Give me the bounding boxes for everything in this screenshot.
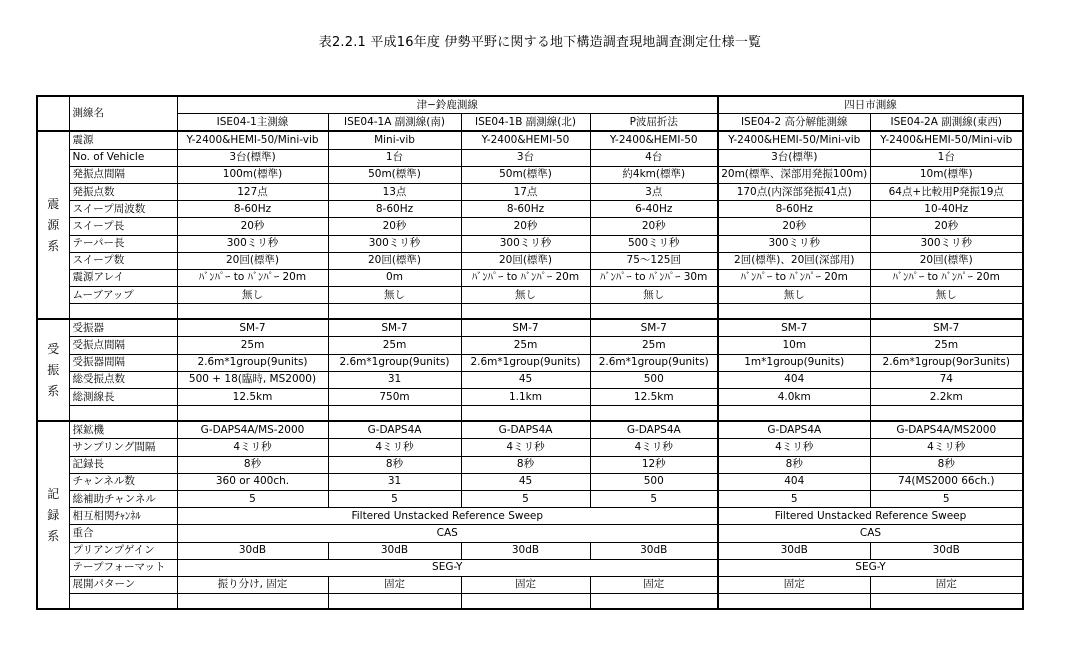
value-cell: 25m [177,337,328,354]
value-cell: 12.5km [177,389,328,406]
value-cell: 20回(標準) [328,252,461,269]
separator-row [37,406,1023,422]
row-label: 震源アレイ [69,269,177,286]
value-cell: SM-7 [718,319,870,337]
table-row [37,473,1023,490]
header-row-groups [37,96,1023,114]
value-cell: 45 [461,473,590,490]
value-cell: 12秒 [590,456,718,473]
row-label: 総受振点数 [69,371,177,388]
value-cell: 8-60Hz [461,201,590,218]
table-row [37,166,1023,183]
line-header: ISE04-1B 副測線(北) [461,114,590,132]
table-row [37,354,1023,371]
table-row [37,542,1023,559]
value-cell: 無し [870,287,1023,304]
value-cell: 500 + 18(臨時, MS2000) [177,371,328,388]
empty-cell [461,304,590,320]
value-cell: 1台 [328,149,461,166]
line-header: P波屈折法 [590,114,718,132]
value-cell: 8-60Hz [328,201,461,218]
row-label: 記録長 [69,456,177,473]
value-cell: 2.2km [870,389,1023,406]
separator-row [37,304,1023,320]
value-cell: 固定 [590,576,718,593]
spec-table [36,95,1024,610]
value-cell: 127点 [177,183,328,200]
value-cell: 45 [461,371,590,388]
value-cell: 25m [590,337,718,354]
table-row [37,525,1023,542]
value-cell: 20秒 [177,218,328,235]
value-cell: 300ミリ秒 [177,235,328,252]
value-cell: 8-60Hz [177,201,328,218]
merged-value-cell: CAS [177,525,718,542]
empty-cell [177,406,328,422]
empty-cell [718,594,870,610]
value-cell: 8秒 [177,456,328,473]
value-cell: 3台(標準) [177,149,328,166]
value-cell: 31 [328,371,461,388]
table-row [37,218,1023,235]
value-cell: 30dB [718,542,870,559]
value-cell: G-DAPS4A [328,421,461,439]
value-cell: 5 [590,490,718,507]
value-cell: 4.0km [718,389,870,406]
row-label: No. of Vehicle [69,149,177,166]
header-row-lines [37,114,1023,132]
merged-value-cell: SEG-Y [177,559,718,576]
value-cell: Y-2400&HEMI-50/Mini-vib [177,131,328,149]
table-row [37,456,1023,473]
value-cell: Mini-vib [328,131,461,149]
value-cell: 2.6m*1group(9units) [328,354,461,371]
value-cell: 500ミリ秒 [590,235,718,252]
value-cell: 4ミリ秒 [177,439,328,456]
value-cell: 4ミリ秒 [870,439,1023,456]
merged-value-cell: SEG-Y [718,559,1023,576]
value-cell: 30dB [461,542,590,559]
empty-cell [461,594,590,610]
value-cell: 4ミリ秒 [328,439,461,456]
value-cell: 1.1km [461,389,590,406]
value-cell: 64点+比較用P発振19点 [870,183,1023,200]
value-cell: 3台(標準) [718,149,870,166]
line-header: ISE04-1主測線 [177,114,328,132]
value-cell: 404 [718,473,870,490]
empty-cell [69,304,177,320]
page-title: 表2.2.1 平成16年度 伊勢平野に関する地下構造調査現地調査測定仕様一覧 [318,35,762,50]
table-row [37,371,1023,388]
value-cell: 20秒 [870,218,1023,235]
value-cell: 8秒 [461,456,590,473]
row-label: ムーブアップ [69,287,177,304]
table-row [37,235,1023,252]
value-cell: 500 [590,473,718,490]
value-cell: Y-2400&HEMI-50/Mini-vib [870,131,1023,149]
value-cell: ﾊﾞﾝﾊﾟｰ to ﾊﾞﾝﾊﾟｰ 30m [590,269,718,286]
value-cell: 74 [870,371,1023,388]
row-label: 総補助チャンネル [69,490,177,507]
value-cell: 4ミリ秒 [718,439,870,456]
value-cell: 8秒 [718,456,870,473]
table-row [37,389,1023,406]
value-cell: G-DAPS4A [718,421,870,439]
value-cell: 4ミリ秒 [461,439,590,456]
value-cell: 75〜125回 [590,252,718,269]
value-cell: 固定 [870,576,1023,593]
empty-cell [328,406,461,422]
value-cell: 2.6m*1group(9units) [177,354,328,371]
value-cell: 固定 [328,576,461,593]
value-cell: 1台 [870,149,1023,166]
value-cell: 2回(標準)、20回(深部用) [718,252,870,269]
group-header-tsu-suzuka: 津−鈴鹿測線 [177,96,718,114]
value-cell: 無し [328,287,461,304]
empty-cell [461,406,590,422]
value-cell: 50m(標準) [328,166,461,183]
value-cell: 30dB [328,542,461,559]
line-header: ISE04-2A 副測線(東西) [870,114,1023,132]
row-label: テープフォーマット [69,559,177,576]
empty-cell [590,304,718,320]
separator-row [37,594,1023,610]
empty-cell [69,594,177,610]
value-cell: SM-7 [177,319,328,337]
value-cell: G-DAPS4A/MS-2000 [177,421,328,439]
value-cell: 300ミリ秒 [870,235,1023,252]
row-label: テーパー長 [69,235,177,252]
empty-cell [177,304,328,320]
table-row [37,421,1023,439]
value-cell: 固定 [718,576,870,593]
value-cell: 74(MS2000 66ch.) [870,473,1023,490]
empty-cell [718,406,870,422]
value-cell: SM-7 [870,319,1023,337]
table-row [37,269,1023,286]
value-cell: G-DAPS4A [461,421,590,439]
table-row [37,252,1023,269]
empty-cell [870,406,1023,422]
value-cell: 4ミリ秒 [590,439,718,456]
row-label: 相互相関ﾁｬﾝﾈﾙ [69,508,177,525]
row-label: 受振器 [69,319,177,337]
category-source [37,131,69,319]
value-cell: 20秒 [590,218,718,235]
empty-cell [328,304,461,320]
value-cell: 30dB [590,542,718,559]
row-label: 発振点数 [69,183,177,200]
value-cell: 5 [870,490,1023,507]
value-cell: 13点 [328,183,461,200]
value-cell: 50m(標準) [461,166,590,183]
empty-cell [69,406,177,422]
table-row [37,131,1023,149]
table-row [37,183,1023,200]
value-cell: G-DAPS4A [590,421,718,439]
value-cell: 約4km(標準) [590,166,718,183]
line-name-header: 測線名 [69,96,177,131]
value-cell: 20秒 [718,218,870,235]
value-cell: 170点(内深部発振41点) [718,183,870,200]
value-cell: 4台 [590,149,718,166]
group-header-yokkaichi: 四日市測線 [718,96,1023,114]
value-cell: SM-7 [590,319,718,337]
row-label: 震源 [69,131,177,149]
value-cell: 10m [718,337,870,354]
value-cell: 10-40Hz [870,201,1023,218]
value-cell: ﾊﾞﾝﾊﾟｰ to ﾊﾞﾝﾊﾟｰ 20m [870,269,1023,286]
value-cell: Y-2400&HEMI-50 [461,131,590,149]
value-cell: 6-40Hz [590,201,718,218]
row-label: 展開パターン [69,576,177,593]
value-cell: 25m [870,337,1023,354]
value-cell: 25m [461,337,590,354]
table-row [37,201,1023,218]
row-label: 総測線長 [69,389,177,406]
value-cell: 750m [328,389,461,406]
table-row [37,490,1023,507]
value-cell: 31 [328,473,461,490]
line-header: ISE04-1A 副測線(南) [328,114,461,132]
value-cell: 2.6m*1group(9or3units) [870,354,1023,371]
value-cell: 5 [177,490,328,507]
empty-cell [177,594,328,610]
empty-cell [590,594,718,610]
category-source-label: 震源系 [47,196,60,253]
merged-value-cell: CAS [718,525,1023,542]
value-cell: 20m(標準、深部用発振100m) [718,166,870,183]
value-cell: ﾊﾞﾝﾊﾟｰ to ﾊﾞﾝﾊﾟｰ 20m [718,269,870,286]
value-cell: 20回(標準) [177,252,328,269]
value-cell: 12.5km [590,389,718,406]
table-row [37,149,1023,166]
value-cell: Y-2400&HEMI-50 [590,131,718,149]
empty-cell [590,406,718,422]
value-cell: 5 [461,490,590,507]
value-cell: 無し [718,287,870,304]
value-cell: 2.6m*1group(9units) [461,354,590,371]
row-label: スイープ長 [69,218,177,235]
value-cell: 振り分け, 固定 [177,576,328,593]
empty-cell [870,304,1023,320]
value-cell: 10m(標準) [870,166,1023,183]
value-cell: Y-2400&HEMI-50/Mini-vib [718,131,870,149]
value-cell: 20秒 [328,218,461,235]
value-cell: 3台 [461,149,590,166]
value-cell: 25m [328,337,461,354]
table-row [37,439,1023,456]
table-row [37,287,1023,304]
value-cell: SM-7 [461,319,590,337]
value-cell: 30dB [177,542,328,559]
value-cell: 無し [461,287,590,304]
value-cell: 300ミリ秒 [718,235,870,252]
value-cell: 360 or 400ch. [177,473,328,490]
value-cell: 3点 [590,183,718,200]
value-cell: 8-60Hz [718,201,870,218]
table-row [37,319,1023,337]
row-label: 受振点間隔 [69,337,177,354]
row-label: チャンネル数 [69,473,177,490]
value-cell: 300ミリ秒 [328,235,461,252]
value-cell: 500 [590,371,718,388]
value-cell: 8秒 [328,456,461,473]
corner-cell [37,96,69,131]
value-cell: ﾊﾞﾝﾊﾟｰ to ﾊﾞﾝﾊﾟｰ 20m [461,269,590,286]
merged-value-cell: Filtered Unstacked Reference Sweep [177,508,718,525]
value-cell: 0m [328,269,461,286]
row-label: プリアンプゲイン [69,542,177,559]
value-cell: 無し [177,287,328,304]
table-row [37,576,1023,593]
row-label: スイープ数 [69,252,177,269]
line-header: ISE04-2 高分解能測線 [718,114,870,132]
value-cell: G-DAPS4A/MS2000 [870,421,1023,439]
value-cell: 無し [590,287,718,304]
merged-value-cell: Filtered Unstacked Reference Sweep [718,508,1023,525]
value-cell: 404 [718,371,870,388]
empty-cell [870,594,1023,610]
value-cell: 1m*1group(9units) [718,354,870,371]
value-cell: 17点 [461,183,590,200]
table-row [37,559,1023,576]
category-receiver-label: 受振系 [47,341,60,398]
value-cell: 固定 [461,576,590,593]
row-label: スイープ周波数 [69,201,177,218]
value-cell: 300ミリ秒 [461,235,590,252]
table-row [37,508,1023,525]
value-cell: 5 [718,490,870,507]
value-cell: 100m(標準) [177,166,328,183]
value-cell: 20秒 [461,218,590,235]
value-cell: 8秒 [870,456,1023,473]
value-cell: 5 [328,490,461,507]
row-label: 発振点間隔 [69,166,177,183]
value-cell: SM-7 [328,319,461,337]
value-cell: 30dB [870,542,1023,559]
table-row [37,337,1023,354]
row-label: 重合 [69,525,177,542]
row-label: サンプリング間隔 [69,439,177,456]
value-cell: 2.6m*1group(9units) [590,354,718,371]
category-recording-label: 記録系 [47,486,60,543]
value-cell: 20回(標準) [870,252,1023,269]
empty-cell [328,594,461,610]
row-label: 探鉱機 [69,421,177,439]
category-recording [37,421,69,609]
row-label: 受振器間隔 [69,354,177,371]
category-receiver [37,319,69,421]
value-cell: 20回(標準) [461,252,590,269]
value-cell: ﾊﾞﾝﾊﾟｰ to ﾊﾞﾝﾊﾟｰ 20m [177,269,328,286]
empty-cell [718,304,870,320]
